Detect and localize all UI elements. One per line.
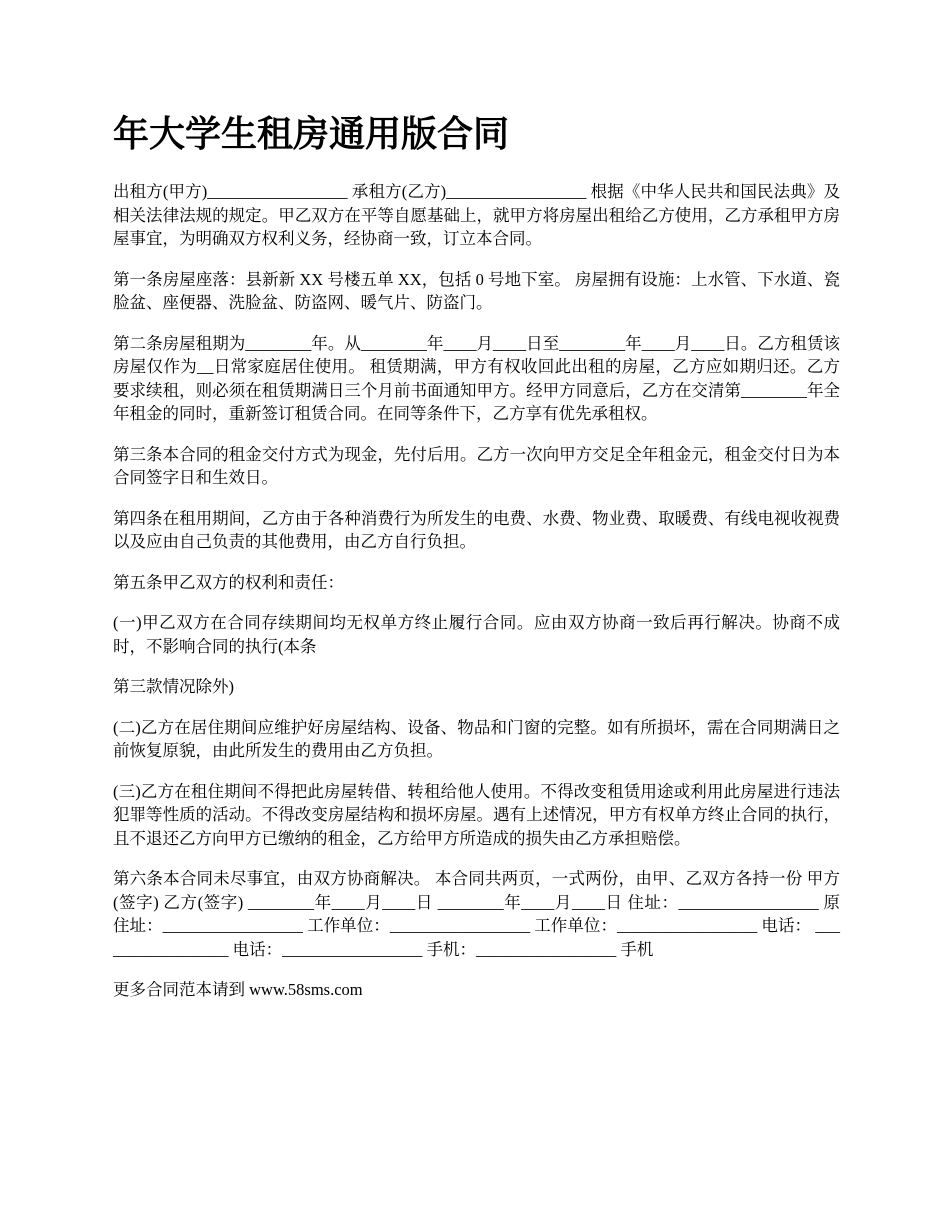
paragraph-clause-1: (一)甲乙双方在合同存续期间均无权单方终止履行合同。应由双方协商一致后再行解决。协商不成时，不影响合同的执行(本条: [113, 613, 840, 656]
paragraph-article-5: 第五条甲乙双方的权利和责任：: [113, 572, 344, 592]
paragraph-article-1: 第一条房屋座落：县新新 XX 号楼五单 XX，包括 0 号地下室。 房屋拥有设施：上水管、下水道、瓷脸盆、座便器、洗脸盆、防盗网、暖气片、防盗门。: [113, 269, 840, 312]
paragraph-article-6-signatures: 第六条本合同未尽事宜，由双方协商解决。 本合同共两页，一式两份，由甲、乙双方各持一份 甲方(签字) 乙方(签字) ________年____月____日 ________年____月____日 住址：_________________ 原住址：_________________ 工作单位：_________________ 工作单位：_________________ 电话： _________________ 电话：_________________ 手机：_________________ 手机: [113, 869, 840, 959]
paragraph-article-3: 第三条本合同的租金交付方式为现金，先付后用。乙方一次向甲方交足全年租金元，租金交付日为本合同签字日和生效日。: [113, 444, 840, 487]
paragraph-article-2: 第二条房屋租期为________年。从________年____月____日至________年____月____日。乙方租赁该房屋仅作为__日常家庭居住使用。 租赁期满，甲方有权收回此出租的房屋，乙方应如期归还。乙方要求续租，则必须在租赁期满日三个月前书面通知甲方。经甲方同意后，乙方在交清第________年全年租金的同时，重新签订租赁合同。在同等条件下，乙方享有优先承租权。: [113, 333, 840, 423]
contract-document: [113, 112, 840, 1019]
paragraph-clause-1-exception: 第三款情况除外): [113, 677, 234, 696]
paragraph-parties: 出租方(甲方)_________________ 承租方(乙方)_________________ 根据《中华人民共和国民法典》及相关法律法规的规定。甲乙双方在平等自愿基础上，就甲方将房屋出租给乙方使用，乙方承租甲方房屋事宜，为明确双方权利义务，经协商一致，订立本合同。: [113, 182, 840, 248]
paragraph-article-4: 第四条在租用期间，乙方由于各种消费行为所发生的电费、水费、物业费、取暖费、有线电视收视费以及应由自己负责的其他费用，由乙方自行负担。: [113, 508, 840, 551]
paragraph-footer-link: 更多合同范本请到 www.58sms.com: [113, 980, 363, 999]
document-title: 年大学生租房通用版合同: [113, 114, 510, 155]
paragraph-clause-2: (二)乙方在居住期间应维护好房屋结构、设备、物品和门窗的完整。如有所损坏，需在合同期满日之前恢复原貌，由此所发生的费用由乙方负担。: [113, 717, 840, 760]
paragraph-clause-3: (三)乙方在租住期间不得把此房屋转借、转租给他人使用。不得改变租赁用途或利用此房屋进行违法犯罪等性质的活动。不得改变房屋结构和损坏房屋。遇有上述情况，甲方有权单方终止合同的执行，且不退还乙方向甲方已缴纳的租金，乙方给甲方所造成的损失由乙方承担赔偿。: [113, 781, 840, 848]
